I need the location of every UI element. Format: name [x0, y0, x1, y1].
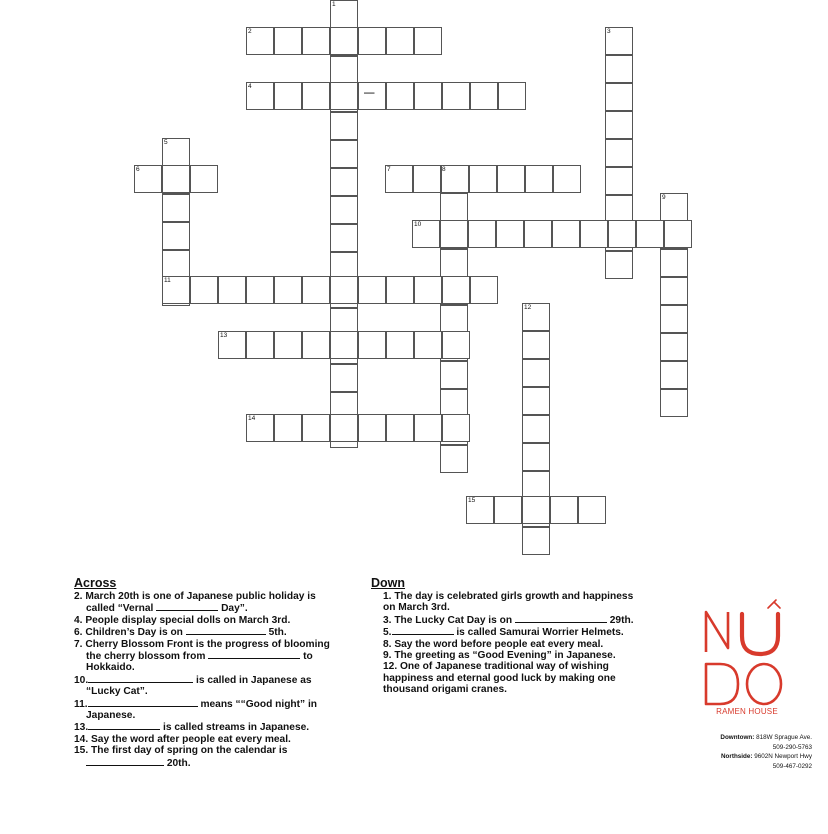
clue-across-10: 10. is called in Japanese as — [74, 674, 312, 686]
crossword-cell[interactable] — [162, 165, 190, 193]
answer-blank — [88, 721, 160, 730]
crossword-cell[interactable] — [386, 82, 414, 110]
clue-across-11: 11. means ““Good night” in — [74, 698, 318, 710]
crossword-cell[interactable] — [330, 112, 358, 140]
crossword-cell[interactable] — [358, 276, 386, 304]
crossword-cell[interactable] — [470, 276, 498, 304]
clue-across-15-cont: 20th. — [74, 757, 364, 769]
crossword-cell[interactable] — [605, 167, 633, 195]
crossword-cell[interactable] — [330, 364, 358, 392]
downtown-line: Downtown: 818W Sprague Ave. — [720, 734, 812, 741]
crossword-cell[interactable] — [330, 196, 358, 224]
down-clues — [371, 577, 661, 696]
clue-number: 6 — [136, 166, 140, 173]
crossword-cell[interactable] — [660, 249, 688, 277]
crossword-cell[interactable] — [414, 82, 442, 110]
crossword-cell[interactable] — [522, 387, 550, 415]
clue-number: 7 — [387, 166, 391, 173]
clue-across-7-end: Hokkaido. — [86, 662, 135, 674]
crossword-cell[interactable] — [274, 414, 302, 442]
crossword-cell[interactable] — [162, 222, 190, 250]
clue-down-1-cont: on March 3rd. — [383, 602, 450, 614]
crossword-cell[interactable] — [440, 220, 468, 248]
down-heading: Down — [371, 576, 406, 590]
crossword-cell[interactable] — [274, 276, 302, 304]
crossword-cell[interactable] — [358, 82, 386, 110]
crossword-cell[interactable] — [552, 220, 580, 248]
crossword-cell[interactable] — [414, 276, 442, 304]
crossword-cell[interactable] — [522, 443, 550, 471]
answer-blank — [186, 626, 266, 635]
cell-mark: | — [363, 91, 376, 95]
crossword-cell[interactable] — [302, 414, 330, 442]
crossword-cell[interactable] — [440, 249, 468, 277]
crossword-cell[interactable] — [413, 165, 441, 193]
crossword-cell[interactable] — [553, 165, 581, 193]
crossword-cell[interactable] — [330, 414, 358, 442]
answer-blank — [156, 602, 218, 611]
northside-line: Northside: 9602N Newport Hwy — [721, 753, 812, 761]
clue-down-9: 9. The greeting as “Good Evening” in Japanese. — [383, 650, 616, 662]
crossword-cell[interactable] — [522, 496, 550, 524]
crossword-cell[interactable] — [330, 27, 358, 55]
clue-number: 8 — [442, 166, 446, 173]
crossword-cell[interactable] — [664, 220, 692, 248]
answer-blank — [208, 650, 300, 659]
crossword-cell[interactable] — [246, 276, 274, 304]
crossword-cell[interactable] — [386, 331, 414, 359]
answer-blank — [392, 626, 454, 635]
crossword-cell[interactable] — [190, 276, 218, 304]
crossword-cell[interactable] — [608, 220, 636, 248]
crossword-cell[interactable] — [386, 27, 414, 55]
crossword-cell[interactable] — [440, 361, 468, 389]
crossword-cell[interactable] — [162, 194, 190, 222]
clue-down-12-end: thousand origami cranes. — [383, 684, 507, 696]
clue-number: 3 — [607, 28, 611, 35]
crossword-cell[interactable] — [496, 220, 524, 248]
crossword-cell[interactable] — [440, 193, 468, 221]
crossword-cell[interactable] — [494, 496, 522, 524]
clue-number: 10 — [414, 221, 422, 228]
crossword-cell[interactable] — [522, 415, 550, 443]
clue-down-5: 5. is called Samurai Worrier Helmets. — [383, 627, 624, 639]
crossword-cell[interactable] — [414, 27, 442, 55]
clue-across-15: 15. The first day of spring on the calendar is — [74, 745, 288, 757]
clue-across-11-cont: Japanese. — [86, 710, 136, 722]
answer-blank — [88, 674, 193, 683]
crossword-cell[interactable] — [274, 82, 302, 110]
clue-across-7-cont: the cherry blossom from to — [86, 651, 313, 663]
crossword-cell[interactable] — [442, 414, 470, 442]
crossword-cell[interactable] — [330, 168, 358, 196]
clue-down-12: 12. One of Japanese traditional way of wishing — [383, 661, 609, 673]
crossword-cell[interactable] — [522, 471, 550, 499]
crossword-cell[interactable] — [302, 27, 330, 55]
crossword-cell[interactable] — [440, 445, 468, 473]
crossword-cell[interactable] — [498, 82, 526, 110]
crossword-cell[interactable] — [330, 140, 358, 168]
clue-down-12-cont: happiness and eternal good luck by making one — [383, 672, 616, 684]
crossword-cell[interactable] — [330, 276, 358, 304]
clue-number: 5 — [164, 139, 168, 146]
crossword-cell[interactable] — [468, 220, 496, 248]
nudo-logo — [694, 598, 798, 720]
clue-down-1: 1. The day is celebrated girls growth and happiness — [383, 591, 634, 602]
clue-across-6: 6. Children’s Day is on 5th. — [74, 627, 287, 639]
crossword-cell[interactable] — [525, 165, 553, 193]
crossword-cell[interactable] — [414, 414, 442, 442]
crossword-cell[interactable] — [190, 165, 218, 193]
clue-across-2: 2. March 20th is one of Japanese public holiday is — [74, 591, 316, 602]
crossword-cell[interactable] — [605, 251, 633, 279]
clue-number: 4 — [248, 83, 252, 90]
clue-across-13: 13. is called streams in Japanese. — [74, 722, 310, 734]
crossword-cell[interactable] — [522, 359, 550, 387]
crossword-cell[interactable] — [470, 82, 498, 110]
crossword-cell[interactable] — [162, 250, 190, 278]
crossword-cell[interactable] — [524, 220, 552, 248]
crossword-cell[interactable] — [660, 277, 688, 305]
clue-across-7: 7. Cherry Blossom Front is the progress of blooming — [74, 638, 330, 650]
crossword-cell[interactable] — [605, 139, 633, 167]
clue-number: 9 — [662, 194, 666, 201]
crossword-cell[interactable] — [660, 361, 688, 389]
crossword-cell[interactable] — [605, 111, 633, 139]
crossword-cell[interactable] — [442, 82, 470, 110]
crossword-cell[interactable] — [330, 331, 358, 359]
clue-across-10-cont: “Lucky Cat”. — [86, 686, 148, 698]
crossword-cell[interactable] — [246, 331, 274, 359]
crossword-cell[interactable] — [636, 220, 664, 248]
crossword-cell[interactable] — [578, 496, 606, 524]
downtown-phone: 509-290-5763 — [772, 743, 812, 751]
clue-down-3: 3. The Lucky Cat Day is on 29th. — [383, 614, 634, 626]
answer-blank — [515, 614, 607, 623]
crossword-cell[interactable] — [442, 276, 470, 304]
clue-number: 12 — [524, 304, 532, 311]
clue-number: 15 — [468, 497, 476, 504]
clue-across-14: 14. Say the word after people eat every meal. — [74, 733, 291, 745]
crossword-cell[interactable] — [442, 331, 470, 359]
crossword-cell[interactable] — [386, 276, 414, 304]
crossword-cell[interactable] — [386, 414, 414, 442]
crossword-cell[interactable] — [605, 83, 633, 111]
crossword-cell[interactable] — [302, 82, 330, 110]
crossword-cell[interactable] — [330, 224, 358, 252]
crossword-cell[interactable] — [660, 333, 688, 361]
clue-number: 1 — [332, 1, 336, 8]
crossword-cell[interactable] — [274, 331, 302, 359]
answer-blank — [88, 698, 198, 707]
crossword-cell[interactable] — [605, 195, 633, 223]
across-clues — [74, 577, 364, 769]
crossword-cell[interactable] — [302, 276, 330, 304]
clue-number: 14 — [248, 415, 256, 422]
clue-down-8: 8. Say the word before people eat every meal. — [383, 638, 604, 650]
crossword-cell[interactable] — [414, 331, 442, 359]
crossword-cell[interactable] — [274, 27, 302, 55]
crossword-cell[interactable] — [497, 165, 525, 193]
across-heading: Across — [74, 576, 117, 590]
clue-across-2-cont: called “Vernal Day”. — [86, 603, 248, 615]
crossword-cell[interactable] — [660, 305, 688, 333]
crossword-cell[interactable] — [522, 527, 550, 555]
crossword-cell[interactable] — [358, 331, 386, 359]
clue-number: 11 — [164, 277, 171, 284]
crossword-cell[interactable] — [358, 27, 386, 55]
locations — [670, 733, 812, 771]
clue-number: 13 — [220, 332, 228, 339]
crossword-cell[interactable] — [358, 414, 386, 442]
crossword-cell[interactable] — [440, 389, 468, 417]
crossword-cell[interactable] — [218, 276, 246, 304]
answer-blank — [86, 757, 164, 766]
crossword-cell[interactable] — [522, 331, 550, 359]
northside-phone: 509-467-0292 — [772, 762, 812, 770]
logo-subtitle: RAMEN HOUSE — [716, 707, 778, 716]
crossword-cell[interactable] — [605, 55, 633, 83]
clue-number: 2 — [248, 28, 252, 35]
crossword-cell[interactable] — [469, 165, 497, 193]
crossword-cell[interactable] — [660, 389, 688, 417]
crossword-cell[interactable] — [330, 82, 358, 110]
crossword-cell[interactable] — [302, 331, 330, 359]
crossword-cell[interactable] — [580, 220, 608, 248]
clue-across-4: 4. People display special dolls on March 3rd. — [74, 614, 291, 626]
crossword-cell[interactable] — [330, 56, 358, 84]
crossword-cell[interactable] — [550, 496, 578, 524]
crossword-cell[interactable] — [440, 305, 468, 333]
